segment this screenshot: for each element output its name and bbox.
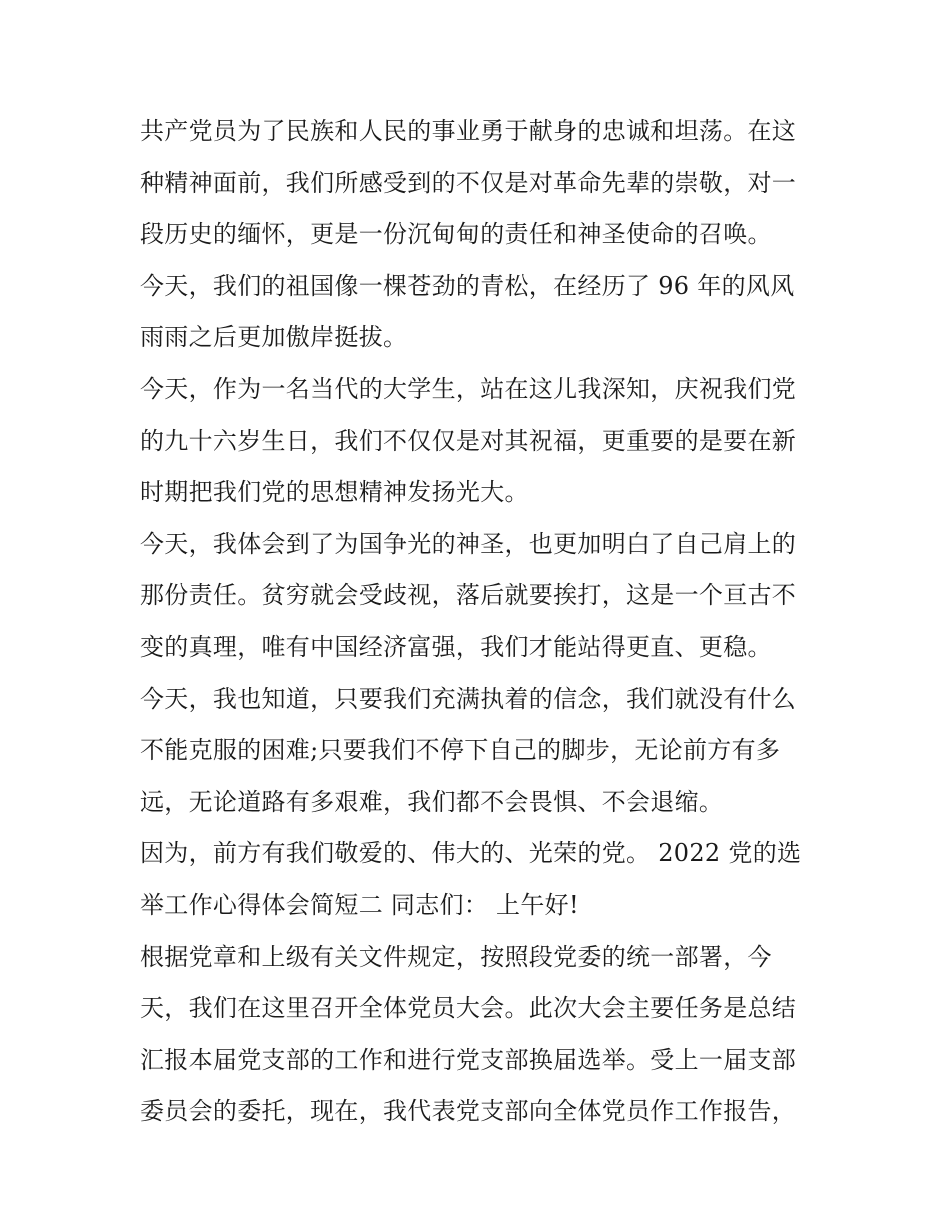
document-body (140, 106, 820, 1138)
text-line: 共产党员为了民族和人民的事业勇于献身的忠诚和坦荡。在这 (140, 117, 797, 145)
text-line: 根据党章和上级有关文件规定，按照段党委的统一部署，今 (140, 942, 772, 971)
text-line: 汇报本届党支部的工作和进行党支部换届选举。受上一届支部 (140, 1045, 797, 1074)
text-line: 不能克服的困难;只要我们不停下自己的脚步，无论前方有多 (140, 736, 781, 765)
text-line: 变的真理，唯有中国经济富强，我们才能站得更直、更稳。 (140, 632, 772, 661)
text-line: 因为，前方有我们敬爱的、伟大的、光荣的党。 2022 党的选 (140, 839, 802, 868)
text-line: 段历史的缅怀，更是一份沉甸甸的责任和神圣使命的召唤。 (140, 220, 772, 249)
text-line: 雨雨之后更加傲岸挺拔。 (140, 323, 408, 352)
text-line: 那份责任。贫穷就会受歧视，落后就要挨打，这是一个亘古不 (140, 581, 797, 610)
text-line: 今天，我体会到了为国争光的神圣，也更加明白了自己肩上的 (140, 529, 797, 558)
text-line: 委员会的委托，现在，我代表党支部向全体党员作工作报告， (140, 1097, 797, 1126)
text-line: 今天，我们的祖国像一棵苍劲的青松，在经历了 96 年的风风 (140, 271, 795, 300)
text-line: 的九十六岁生日，我们不仅仅是对其祝福，更重要的是要在新 (140, 426, 797, 455)
text-line: 远，无论道路有多艰难，我们都不会畏惧、不会退缩。 (140, 787, 724, 816)
text-line: 今天，作为一名当代的大学生，站在这儿我深知，庆祝我们党 (140, 374, 797, 403)
text-line: 天，我们在这里召开全体党员大会。此次大会主要任务是总结 (140, 994, 797, 1023)
text-line: 今天，我也知道，只要我们充满执着的信念，我们就没有什么 (140, 684, 797, 713)
text-line: 时期把我们党的思想精神发扬光大。 (140, 478, 529, 507)
text-line: 种精神面前，我们所感受到的不仅是对革命先辈的崇敬，对一 (140, 168, 797, 197)
text-line: 举工作心得体会简短二 同志们： 上午好! (140, 890, 579, 919)
